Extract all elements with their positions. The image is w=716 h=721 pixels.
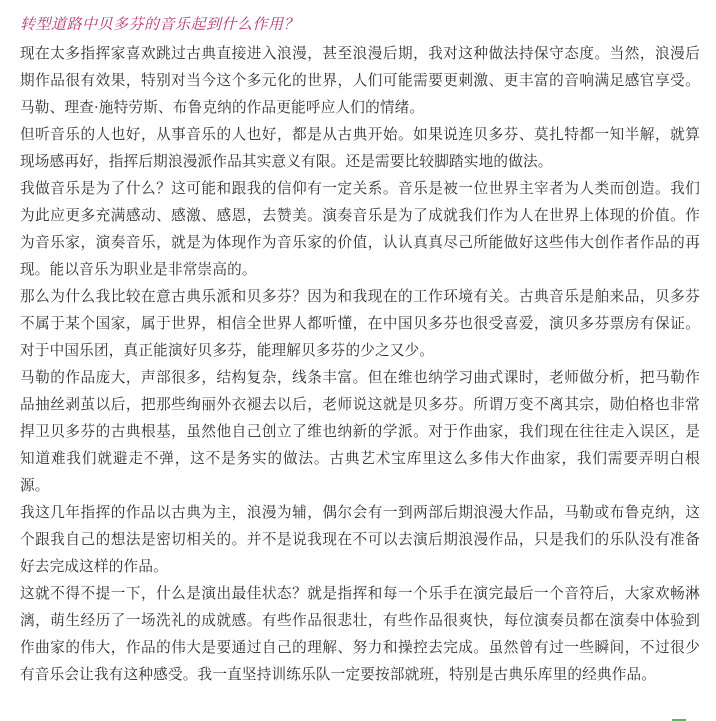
paragraph: 这就不得不提一下，什么是演出最佳状态？就是指挥和每一个乐手在演完最后一个音符后，大家欢畅淋漓，萌生经历了一场洗礼的成就感。有些作品很悲壮，有些作品很爽快，每位演奏员都在演奏中体验到作曲家的伟大，作品的伟大是要通过自己的理解、努力和操控去完成。虽然曾有过一些瞬间，不过很少有音乐会让我有这种感受。我一直坚持训练乐队一定要按部就班，特别是古典乐库里的经典作品。 <box>20 585 700 683</box>
paragraph: 我做音乐是为了什么？这可能和跟我的信仰有一定关系。音乐是被一位世界主宰者为人类而创造。我们为此应更多充满感动、感激、感恩，去赞美。演奏音乐是为了成就我们作为人在世界上体现的价值。作为音乐家，演奏音乐，就是为体现作为音乐家的价值，认认真真尽己所能做好这些伟大创作者作品的再现。能以音乐为职业是非常崇高的。 <box>20 180 700 278</box>
paragraph: 我这几年指挥的作品以古典为主，浪漫为辅，偶尔会有一到两部后期浪漫大作品，马勒或布鲁克纳，这个跟我自己的想法是密切相关的。并不是说我现在不可以去演后期浪漫作品，只是我们的乐队没有准备好去完成这样的作品。 <box>20 504 700 575</box>
paragraph: 现在太多指挥家喜欢跳过古典直接进入浪漫，甚至浪漫后期，我对这种做法持保守态度。当然，浪漫后期作品很有效果，特别对当今这个多元化的世界，人们可能需要更刺激、更丰富的音响满足感官享受。马勒、理查·施特劳斯、布鲁克纳的作品更能呼应人们的情绪。 <box>20 45 700 116</box>
question-heading: 转型道路中贝多芬的音乐起到什么作用？ <box>20 15 300 33</box>
paragraph: 那么为什么我比较在意古典乐派和贝多芬？因为和我现在的工作环境有关。古典音乐是舶来品，贝多芬不属于某个国家，属于世界，相信全世界人都听懂，在中国贝多芬也很受喜爱，演贝多芬票房有保证。对于中国乐团，真正能演好贝多芬，能理解贝多芬的少之又少。 <box>20 288 700 359</box>
paragraph: 但听音乐的人也好，从事音乐的人也好，都是从古典开始。如果说连贝多芬、莫扎特都一知半解，就算现场感再好，指挥后期浪漫派作品其实意义有限。还是需要比较脚踏实地的做法。 <box>20 126 700 170</box>
paragraph: 马勒的作品庞大，声部很多，结构复杂，线条丰富。但在维也纳学习曲式课时，老师做分析，把马勒作品抽丝剥茧以后，把那些绚丽外衣褪去以后，老师说这就是贝多芬。所谓万变不离其宗，勋伯格也非常捍卫贝多芬的古典根基，虽然他自己创立了维也纳新的学派。对于作曲家，我们现在往往走入误区，是知道难我们就避走不弹，这不是务实的做法。古典艺术宝库里这么多伟大作曲家，我们需要弄明白根源。 <box>20 369 700 494</box>
